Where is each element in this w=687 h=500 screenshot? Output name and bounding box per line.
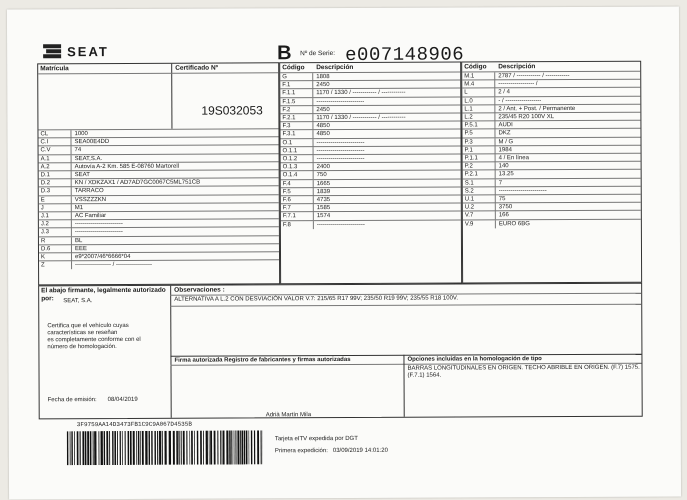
field-value: 2450: [312, 105, 458, 114]
field-value: 2 / Ant. + Post. / Permanente: [494, 105, 638, 114]
field-code: J.1: [40, 213, 49, 220]
field-value: - / ------------------: [494, 96, 638, 105]
field-value: ------------------------: [313, 154, 459, 163]
field-code: O.1.1: [282, 147, 298, 155]
field-code: J.2: [40, 221, 49, 228]
middle-codigo-label: Código: [282, 64, 305, 72]
certificado-label: Certificado Nº: [175, 64, 219, 72]
field-code: O.1.4: [282, 172, 298, 179]
field-code: F.5: [282, 189, 291, 196]
itv-card-sheet: [7, 7, 681, 500]
field-code: E: [40, 196, 45, 203]
field-code: F.3.1: [282, 131, 296, 138]
field-value: 74: [71, 146, 277, 155]
field-code: O.1: [282, 139, 293, 146]
field-code: F.1.5: [282, 98, 296, 105]
field-value: 2787 / ------------ / ------------: [494, 72, 638, 81]
field-code: F.3: [282, 123, 291, 130]
field-code: D.6: [40, 246, 51, 253]
primera-label: Primera expedición:: [274, 448, 328, 455]
field-value: SEA00E4DD: [70, 137, 276, 146]
por-value: SEAT, S.A.: [63, 298, 93, 305]
field-value: EURO 6BG: [495, 219, 639, 228]
field-value: 1170 / 1330 / ------------ / ------------: [312, 113, 458, 122]
field-value: 4 / En línea: [495, 154, 639, 163]
field-value: 7: [495, 178, 639, 187]
middle-descripcion-label: Descripción: [316, 63, 354, 72]
seat-logo-icon: [43, 44, 61, 58]
field-code: L.2: [464, 114, 473, 121]
observaciones-label: Observaciones :: [174, 286, 225, 294]
field-code: J: [40, 205, 44, 212]
field-code: CL: [40, 131, 49, 138]
field-value: 1000: [70, 129, 276, 138]
firma-label: Firma autorizada Registro de fabricantes y firmas autorizadas: [174, 356, 351, 364]
field-value: 1170 / 1330 / ------------ / ------------: [312, 89, 458, 98]
field-value: 166: [495, 211, 639, 220]
field-code: S.2: [464, 188, 474, 195]
field-value: 1808: [312, 72, 458, 81]
barcode: [67, 430, 263, 465]
field-value: DKZ: [494, 129, 638, 138]
middle-table: [279, 61, 462, 284]
field-code: F.4: [282, 180, 291, 187]
field-code: A.2: [40, 164, 50, 171]
por-label: por:: [41, 295, 54, 303]
data-row: [281, 219, 461, 229]
field-value: e9*2007/46*6666*04: [71, 252, 277, 261]
field-code: P.5.1: [464, 122, 478, 129]
category-letter: B: [277, 42, 292, 65]
field-value: ------------------------: [71, 219, 277, 228]
field-code: S.1: [464, 180, 474, 187]
field-value: 235/45 R20 100V XL: [494, 113, 638, 122]
field-code: A.1: [40, 155, 50, 162]
field-code: L.1: [464, 106, 473, 113]
field-code: L.0: [464, 98, 473, 105]
observaciones-value: ALTERNATIVA A L.2 CON DESVIACIÓN VALOR V.7: 215/65 R17 99V; 235/50 R19 99V; 235/55 R18 100V.: [174, 295, 459, 303]
field-code: R: [40, 237, 46, 244]
field-value: Autovía A-2 Km. 585 E-08760 Martorell: [71, 162, 277, 171]
field-code: F.7: [282, 205, 291, 212]
field-code: P.3: [464, 139, 473, 146]
field-code: O.1.2: [282, 156, 298, 163]
field-code: G: [282, 74, 287, 81]
field-code: V.9: [464, 221, 474, 228]
field-code: D.1: [40, 172, 51, 179]
field-code: F.2.1: [282, 115, 296, 122]
opciones-value-1: BARRAS LONGITUDINALES EN ORIGEN. TECHO ABRIBLE EN ORIGEN. (F.7) 1575.: [407, 364, 640, 372]
field-value: 1585: [313, 204, 459, 213]
field-value: 13.25: [495, 170, 639, 179]
brand-name: SEAT: [67, 43, 109, 59]
field-value: 3750: [495, 203, 639, 212]
field-code: P.2: [464, 163, 473, 170]
certificado-value: 19S032053: [201, 103, 263, 118]
field-value: SEAT,S.A.: [71, 154, 277, 163]
field-code: U.1: [464, 196, 475, 203]
field-value: ------------------------: [313, 138, 459, 147]
field-value: AC Familiar: [71, 211, 277, 220]
field-code: K: [41, 254, 46, 261]
field-code: P.1: [464, 147, 473, 154]
field-value: ------------------ /: [494, 80, 638, 89]
field-code: Z: [41, 262, 45, 269]
field-code: M.1: [464, 73, 475, 80]
serie-label: Nº de Serie:: [300, 50, 336, 58]
field-value: 750: [313, 171, 459, 180]
field-value: ------------------------: [313, 146, 459, 155]
field-code: F.7.1: [282, 213, 296, 220]
tarjeta-text: Tarjeta eITV expedida por DGT: [274, 435, 358, 443]
certifica-text-1: Certifica que el vehículo cuyas: [47, 322, 129, 330]
primera-value: 03/09/2019 14:01:20: [332, 447, 388, 455]
right-descripcion-label: Descripción: [498, 63, 536, 71]
firmante-label: El abajo firmante, legalmente autorizado: [41, 286, 166, 295]
field-value: 75: [495, 195, 639, 204]
certifica-text-4: número de homologación.: [47, 343, 117, 351]
certifica-text-2: características se reseñan: [47, 329, 118, 337]
field-value: M / G: [494, 137, 638, 146]
field-value: 1574: [313, 212, 459, 221]
field-code: D.3: [40, 188, 51, 195]
field-value: ------------------ / ------------------: [71, 260, 277, 269]
field-value: ------------------------: [71, 228, 277, 237]
signer-name: Adrià Martín Mila: [265, 412, 312, 419]
field-code: V.7: [464, 212, 474, 219]
field-value: AUDI: [494, 121, 638, 130]
field-value: EEE: [71, 244, 277, 253]
field-code: M.4: [464, 81, 475, 88]
field-value: 2450: [312, 81, 458, 90]
field-value: ------------------------: [312, 97, 458, 106]
field-value: 4735: [313, 195, 459, 204]
field-code: F.2: [282, 107, 291, 114]
data-row: [39, 259, 279, 269]
field-value: 2400: [313, 163, 459, 172]
field-code: J.3: [40, 229, 49, 236]
field-value: M1: [71, 203, 277, 212]
field-value: 4850: [312, 130, 458, 139]
field-value: 1839: [313, 187, 459, 196]
field-value: SEAT: [71, 170, 277, 179]
field-value: KN / XDKZAX1 / AD7AD7GC0067C5ML751CB: [71, 178, 277, 187]
field-value: ------------------------: [313, 220, 459, 229]
field-code: O.1.3: [282, 164, 298, 171]
field-code: F.6: [282, 197, 291, 204]
document-hash: 3F9759AA14D3473FB1C9C9A067D4535B: [76, 420, 192, 429]
fecha-value: 08/04/2019: [107, 396, 138, 404]
certifica-text-3: es completamente conforme con el: [47, 336, 141, 344]
field-value: TARRACO: [71, 187, 277, 196]
left-table: [37, 62, 280, 285]
field-value: 140: [495, 162, 639, 171]
data-row: [463, 218, 641, 228]
field-code: C.I: [40, 139, 49, 146]
field-value: 4850: [312, 122, 458, 131]
field-code: L: [464, 89, 468, 96]
seat-logo: [43, 43, 109, 59]
field-code: C.V: [40, 147, 51, 154]
field-code: F.1.1: [282, 90, 296, 97]
right-codigo-label: Código: [464, 63, 487, 71]
field-value: BL: [71, 236, 277, 245]
bottom-section: [38, 283, 643, 420]
field-code: D.2: [40, 180, 51, 187]
field-value: 1984: [495, 146, 639, 155]
field-code: P.1.1: [464, 155, 478, 162]
serie-number: e007148906: [345, 43, 465, 66]
field-value: 1665: [313, 179, 459, 188]
field-value: 2 / 4: [494, 88, 638, 97]
opciones-value-2: (F.7.1) 1564.: [407, 372, 442, 379]
field-code: U.2: [464, 204, 475, 211]
field-value: VSSZZZKN: [71, 195, 277, 204]
field-code: P.5: [464, 130, 473, 137]
field-code: P.2.1: [464, 171, 478, 178]
field-code: F.8: [282, 221, 291, 228]
fecha-label: Fecha de emisión:: [47, 397, 97, 404]
field-value: ------------------------: [495, 187, 639, 196]
right-table: [461, 61, 642, 284]
opciones-label: Opciones incluidas en la homologación de tipo: [407, 356, 542, 363]
field-code: F.1: [282, 82, 291, 89]
matricula-label: Matrícula: [40, 65, 69, 73]
